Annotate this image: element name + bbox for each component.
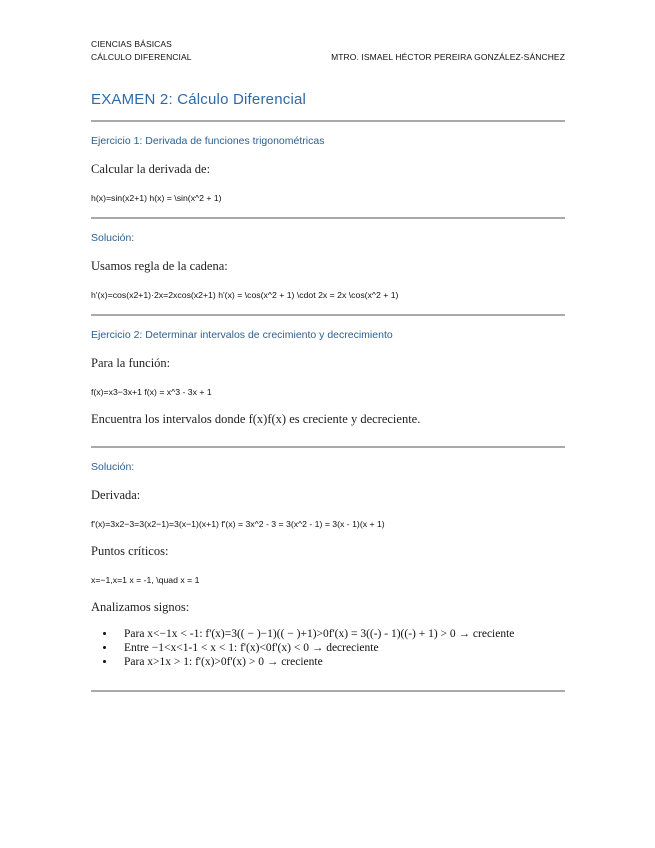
exercise-2-task: Encuentra los intervalos donde f(x)f(x) es creciente y decreciente.: [91, 412, 421, 426]
exam-title: EXAMEN 2: Cálculo Diferencial: [91, 91, 307, 108]
exercise-2-formula: f(x)=x3−3x+1 f(x) = x^3 - 3x + 1: [91, 387, 212, 397]
solution-1-text: Usamos regla de la cadena:: [91, 259, 228, 273]
derivative-formula: f'(x)=3x2−3=3(x2−1)=3(x−1)(x+1) f'(x) = 3x^2 - 3 = 3(x^2 - 1) = 3(x - 1)(x + 1): [91, 519, 385, 529]
header-row: [91, 51, 565, 64]
header-area: CIENCIAS BÁSICAS: [91, 39, 172, 49]
divider: [91, 690, 565, 692]
list-item: • Para x>1x > 1: f'(x)>0f'(x) > 0 → creciente: [116, 655, 565, 669]
divider: [91, 314, 565, 316]
list-item: • Entre −1<x<1-1 < x < 1: f'(x)<0f'(x) < 0 → decreciente: [116, 641, 565, 655]
critical-points-label: Puntos críticos:: [91, 544, 169, 558]
exercise-2-heading: Ejercicio 2: Determinar intervalos de crecimiento y decrecimiento: [91, 329, 393, 341]
divider: [91, 120, 565, 122]
solution-2-heading: Solución:: [91, 461, 135, 473]
document-page: [91, 38, 565, 692]
list-item: • Para x<−1x < -1: f'(x)=3(( − )−1)(( − )+1)>0f'(x) = 3((-) - 1)((-) + 1) > 0 → creciente: [116, 627, 565, 641]
sign-analysis-label: Analizamos signos:: [91, 600, 190, 614]
exercise-1-prompt: Calcular la derivada de:: [91, 162, 211, 176]
divider: [91, 217, 565, 219]
exercise-1-formula: h(x)=sin(x2+1) h(x) = \sin(x^2 + 1): [91, 193, 222, 203]
exercise-1-heading: Ejercicio 1: Derivada de funciones trigonométricas: [91, 135, 325, 147]
solution-1-formula: h'(x)=cos(x2+1)·2x=2xcos(x2+1) h'(x) = \cos(x^2 + 1) \cdot 2x = 2x \cos(x^2 + 1): [91, 290, 399, 300]
derivative-label: Derivada:: [91, 488, 141, 502]
page-header: [91, 38, 565, 64]
exercise-2-prompt: Para la función:: [91, 356, 171, 370]
header-course: CÁLCULO DIFERENCIAL: [91, 52, 192, 62]
header-teacher: MTRO. ISMAEL HÉCTOR PEREIRA GONZÁLEZ-SÁNCHEZ: [331, 52, 565, 62]
divider: [91, 446, 565, 448]
solution-1-heading: Solución:: [91, 232, 135, 244]
sign-analysis-list: [91, 627, 565, 669]
critical-points-formula: x=−1,x=1 x = -1, \quad x = 1: [91, 575, 200, 585]
